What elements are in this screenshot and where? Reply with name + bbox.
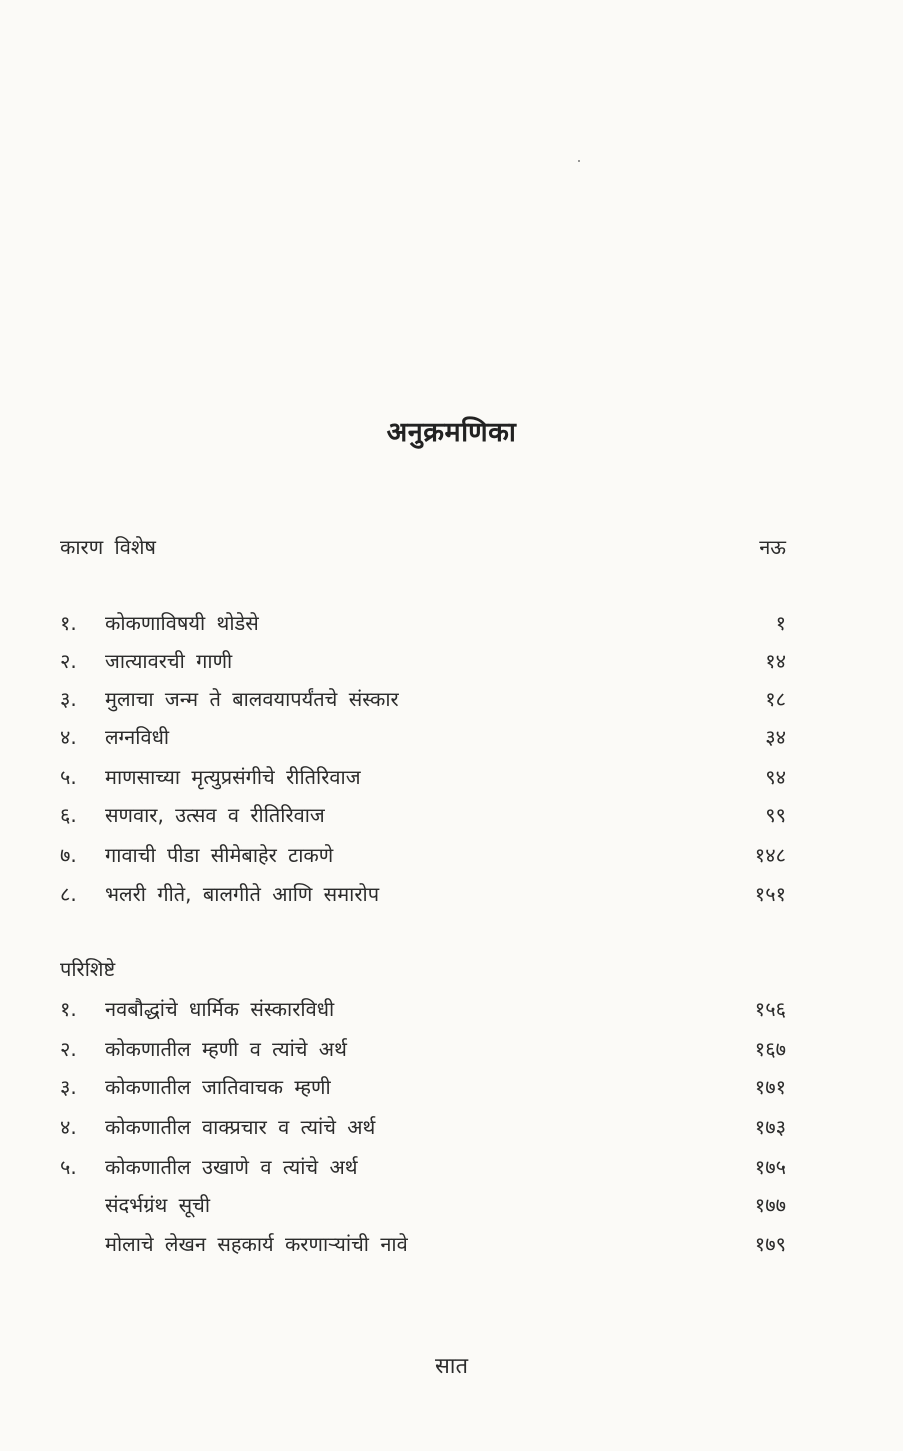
toc-label: जात्यावरची गाणी [105, 649, 233, 673]
toc-label: मुलाचा जन्म ते बालवयापर्यंतचे संस्कार [105, 687, 399, 711]
toc-page-number: १५१ [754, 882, 786, 906]
toc-number: ८. [60, 882, 77, 906]
toc-row-chapter-6 [60, 797, 786, 833]
toc-row-chapter-5 [60, 759, 786, 795]
toc-row-chapter-1 [60, 605, 786, 641]
toc-row-appendix-5 [60, 1149, 786, 1185]
toc-label: कोकणातील वाक्प्रचार व त्यांचे अर्थ [105, 1115, 376, 1139]
toc-label: कारण विशेष [60, 535, 156, 559]
toc-row-appendix-3 [60, 1069, 786, 1105]
toc-row-chapter-2 [60, 643, 786, 679]
toc-page-number: १५६ [754, 997, 786, 1021]
toc-row-appendix-2 [60, 1031, 786, 1067]
toc-row-contributors [60, 1226, 786, 1262]
toc-number: १. [60, 997, 77, 1021]
toc-page-number: १७१ [754, 1075, 786, 1099]
toc-row-chapter-3 [60, 681, 786, 717]
toc-page-number: १६७ [754, 1037, 786, 1061]
toc-page-number: १४८ [754, 843, 786, 867]
toc-page-number: १७५ [754, 1155, 786, 1179]
toc-label: मोलाचे लेखन सहकार्य करणाऱ्यांची नावे [105, 1232, 408, 1256]
toc-label: माणसाच्या मृत्युप्रसंगीचे रीतिरिवाज [105, 765, 361, 789]
toc-row-chapter-4 [60, 719, 786, 755]
toc-row-bibliography [60, 1187, 786, 1223]
toc-label: सणवार, उत्सव व रीतिरिवाज [105, 803, 325, 827]
toc-page-number: ९४ [765, 765, 786, 789]
toc-number: ४. [60, 1115, 77, 1139]
toc-number: ३. [60, 1075, 77, 1099]
toc-number: १. [60, 611, 77, 635]
print-speck [578, 160, 580, 162]
toc-number: २. [60, 1037, 77, 1061]
toc-label: कोकणाविषयी थोडेसे [105, 611, 259, 635]
toc-page-number: नऊ [759, 535, 786, 559]
toc-number: २. [60, 649, 77, 673]
toc-number: ५. [60, 765, 77, 789]
toc-page-number: १७३ [754, 1115, 786, 1139]
toc-row-preface [60, 529, 786, 565]
toc-page-number: ९९ [765, 803, 786, 827]
toc-row-appendix-4 [60, 1109, 786, 1145]
toc-number: ३. [60, 687, 77, 711]
toc-row-chapter-8 [60, 876, 786, 912]
toc-label: भलरी गीते, बालगीते आणि समारोप [105, 882, 380, 906]
toc-label: गावाची पीडा सीमेबाहेर टाकणे [105, 843, 334, 867]
toc-label: कोकणातील जातिवाचक म्हणी [105, 1075, 331, 1099]
footer-page-number: सात [434, 1354, 469, 1379]
toc-number: ५. [60, 1155, 77, 1179]
toc-label: नवबौद्धांचे धार्मिक संस्कारविधी [105, 997, 335, 1021]
toc-number: ७. [60, 843, 77, 867]
toc-label: कोकणातील म्हणी व त्यांचे अर्थ [105, 1037, 347, 1061]
toc-page-number: १ [775, 611, 786, 635]
toc-row-chapter-7 [60, 837, 786, 873]
appendix-heading: परिशिष्टे [60, 957, 116, 981]
toc-page-number: ३४ [765, 725, 786, 749]
toc-number: ६. [60, 803, 77, 827]
toc-page-number: १८ [765, 687, 786, 711]
toc-page-number: १७७ [754, 1193, 786, 1217]
toc-number: ४. [60, 725, 77, 749]
toc-page-number: १४ [765, 649, 786, 673]
toc-row-appendix-1 [60, 991, 786, 1027]
toc-page-number: १७९ [754, 1232, 786, 1256]
toc-label: कोकणातील उखाणे व त्यांचे अर्थ [105, 1155, 358, 1179]
toc-label: संदर्भग्रंथ सूची [105, 1193, 211, 1217]
toc-label: लग्नविधी [105, 725, 170, 749]
page-title: अनुक्रमणिका [386, 417, 517, 448]
